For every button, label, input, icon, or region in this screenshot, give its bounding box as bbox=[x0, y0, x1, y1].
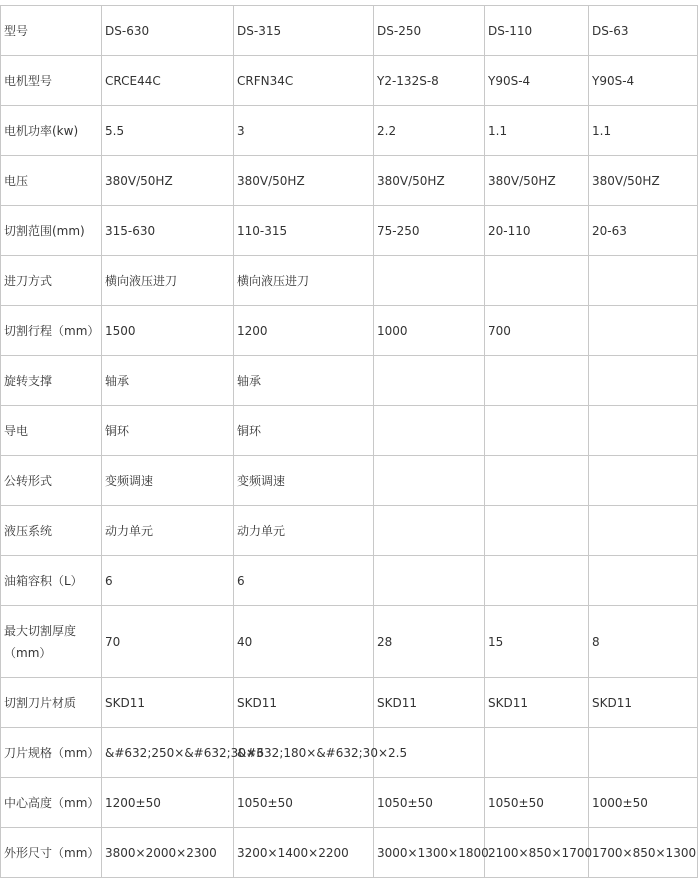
table-row bbox=[1, 506, 698, 556]
table-cell: 6 bbox=[234, 556, 374, 606]
table-row bbox=[1, 206, 698, 256]
table-row bbox=[1, 306, 698, 356]
table-cell: 2100×850×1700 bbox=[485, 828, 589, 878]
table-row bbox=[1, 678, 698, 728]
row-label: 切割范围(mm) bbox=[1, 206, 102, 256]
table-cell: 3 bbox=[234, 106, 374, 156]
table-cell: 15 bbox=[485, 606, 589, 678]
header-cell: DS-110 bbox=[485, 6, 589, 56]
table-cell: 变频调速 bbox=[234, 456, 374, 506]
table-row bbox=[1, 256, 698, 306]
table-cell: CRCE44C bbox=[102, 56, 234, 106]
table-cell: 3000×1300×1800 bbox=[374, 828, 485, 878]
table-cell: 380V/50HZ bbox=[234, 156, 374, 206]
table-cell: 1200±50 bbox=[102, 778, 234, 828]
table-cell: SKD11 bbox=[374, 678, 485, 728]
header-cell: DS-250 bbox=[374, 6, 485, 56]
row-label: 切割行程（mm） bbox=[1, 306, 102, 356]
table-cell: 40 bbox=[234, 606, 374, 678]
header-cell: 型号 bbox=[1, 6, 102, 56]
table-row bbox=[1, 106, 698, 156]
row-label: 公转形式 bbox=[1, 456, 102, 506]
table-cell: SKD11 bbox=[234, 678, 374, 728]
table-cell bbox=[589, 256, 698, 306]
table-cell: 1000±50 bbox=[589, 778, 698, 828]
table-cell: 70 bbox=[102, 606, 234, 678]
table-row bbox=[1, 778, 698, 828]
table-cell: 1000 bbox=[374, 306, 485, 356]
table-row bbox=[1, 56, 698, 106]
row-label: 油箱容积（L） bbox=[1, 556, 102, 606]
table-cell bbox=[374, 456, 485, 506]
table-row bbox=[1, 456, 698, 506]
table-cell: 1050±50 bbox=[374, 778, 485, 828]
table-cell: 700 bbox=[485, 306, 589, 356]
table-cell: 动力单元 bbox=[102, 506, 234, 556]
table-row bbox=[1, 156, 698, 206]
table-cell bbox=[589, 306, 698, 356]
table-cell: 20-110 bbox=[485, 206, 589, 256]
table-cell: 1.1 bbox=[485, 106, 589, 156]
table-cell: Y2-132S-8 bbox=[374, 56, 485, 106]
header-row bbox=[1, 6, 698, 56]
spec-table bbox=[0, 5, 698, 878]
row-label: 进刀方式 bbox=[1, 256, 102, 306]
table-cell bbox=[589, 556, 698, 606]
table-row bbox=[1, 556, 698, 606]
header-cell: DS-63 bbox=[589, 6, 698, 56]
table-cell: 20-63 bbox=[589, 206, 698, 256]
table-cell: 1050±50 bbox=[485, 778, 589, 828]
table-cell: 380V/50HZ bbox=[374, 156, 485, 206]
table-cell: 75-250 bbox=[374, 206, 485, 256]
row-label: 导电 bbox=[1, 406, 102, 456]
table-cell: 1500 bbox=[102, 306, 234, 356]
table-cell: SKD11 bbox=[589, 678, 698, 728]
table-cell bbox=[485, 456, 589, 506]
table-cell: SKD11 bbox=[485, 678, 589, 728]
table-cell: 轴承 bbox=[102, 356, 234, 406]
row-label: 刀片规格（mm） bbox=[1, 728, 102, 778]
table-row bbox=[1, 356, 698, 406]
table-cell: 315-630 bbox=[102, 206, 234, 256]
table-cell: 变频调速 bbox=[102, 456, 234, 506]
table-cell: 横向液压进刀 bbox=[102, 256, 234, 306]
table-cell: 6 bbox=[102, 556, 234, 606]
row-label: 最大切割厚度（mm） bbox=[1, 606, 102, 678]
header-cell: DS-315 bbox=[234, 6, 374, 56]
table-cell bbox=[374, 556, 485, 606]
table-cell: &#632;180×&#632;30×2.5 bbox=[234, 728, 374, 778]
table-cell: CRFN34C bbox=[234, 56, 374, 106]
table-cell: 5.5 bbox=[102, 106, 234, 156]
table-cell: 横向液压进刀 bbox=[234, 256, 374, 306]
table-cell: 动力单元 bbox=[234, 506, 374, 556]
table-cell bbox=[589, 506, 698, 556]
table-cell: 380V/50HZ bbox=[102, 156, 234, 206]
table-cell: 3200×1400×2200 bbox=[234, 828, 374, 878]
table-cell: SKD11 bbox=[102, 678, 234, 728]
table-row bbox=[1, 406, 698, 456]
table-cell bbox=[589, 356, 698, 406]
row-label: 电机功率(kw) bbox=[1, 106, 102, 156]
table-cell bbox=[374, 406, 485, 456]
table-cell bbox=[485, 506, 589, 556]
table-cell: 1050±50 bbox=[234, 778, 374, 828]
table-cell: 110-315 bbox=[234, 206, 374, 256]
table-cell bbox=[485, 406, 589, 456]
table-cell: &#632;250×&#632;30×3 bbox=[102, 728, 234, 778]
row-label: 电机型号 bbox=[1, 56, 102, 106]
table-cell bbox=[589, 456, 698, 506]
table-cell bbox=[485, 556, 589, 606]
row-label: 中心高度（mm） bbox=[1, 778, 102, 828]
table-cell: 3800×2000×2300 bbox=[102, 828, 234, 878]
table-cell: 1700×850×1300 bbox=[589, 828, 698, 878]
table-cell bbox=[374, 356, 485, 406]
table-cell bbox=[485, 256, 589, 306]
table-cell: 铜环 bbox=[102, 406, 234, 456]
row-label: 切割刀片材质 bbox=[1, 678, 102, 728]
table-cell: 2.2 bbox=[374, 106, 485, 156]
table-cell: 380V/50HZ bbox=[485, 156, 589, 206]
table-cell: 轴承 bbox=[234, 356, 374, 406]
row-label: 外形尺寸（mm） bbox=[1, 828, 102, 878]
row-label: 液压系统 bbox=[1, 506, 102, 556]
table-cell: 1200 bbox=[234, 306, 374, 356]
table-cell bbox=[374, 256, 485, 306]
table-cell bbox=[589, 406, 698, 456]
row-label: 旋转支撑 bbox=[1, 356, 102, 406]
row-label: 电压 bbox=[1, 156, 102, 206]
table-cell: 8 bbox=[589, 606, 698, 678]
table-cell: 380V/50HZ bbox=[589, 156, 698, 206]
header-cell: DS-630 bbox=[102, 6, 234, 56]
table-cell: 铜环 bbox=[234, 406, 374, 456]
table-row bbox=[1, 828, 698, 878]
table-cell: 28 bbox=[374, 606, 485, 678]
table-row bbox=[1, 728, 698, 778]
table-cell bbox=[374, 506, 485, 556]
table-cell bbox=[589, 728, 698, 778]
table-cell: Y90S-4 bbox=[485, 56, 589, 106]
table-cell: Y90S-4 bbox=[589, 56, 698, 106]
table-cell: 1.1 bbox=[589, 106, 698, 156]
table-cell bbox=[485, 356, 589, 406]
table-row bbox=[1, 606, 698, 678]
table-cell bbox=[485, 728, 589, 778]
